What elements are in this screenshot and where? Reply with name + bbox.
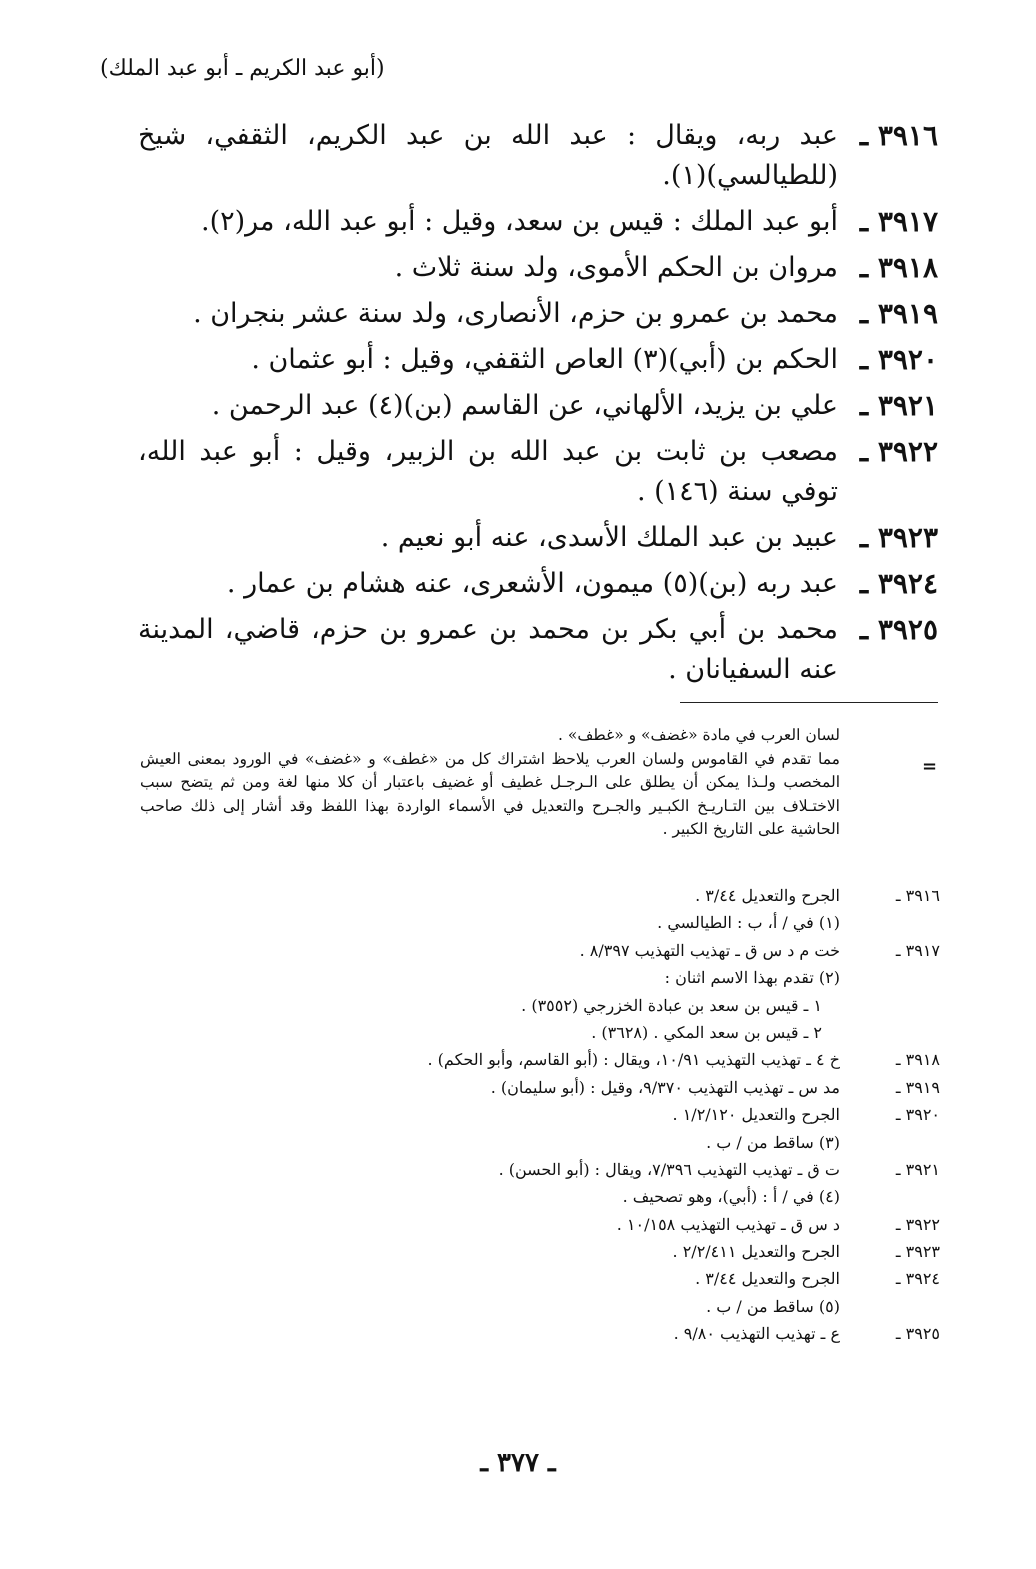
- biography-entry: [138, 610, 938, 690]
- footnote-list: [140, 882, 940, 1348]
- footnote-text: د س ق ـ تهذيب التهذيب ١٠/١٥٨ .: [616, 1214, 840, 1234]
- footnote-text: (٢) تقدم بهذا الاسم اثنان :: [664, 968, 840, 988]
- footnote-entry-number: [840, 992, 940, 1019]
- footnote-row: [140, 909, 940, 936]
- footnote-row: [140, 1101, 940, 1128]
- footnote-row: [140, 937, 940, 964]
- footnote-intro-paragraph: مما تقدم في القاموس ولسان العرب يلاحظ اشتراك كل من «غطف» و «غضف» في الورود بمعنى العيش المخصب ولـذا يمكن أن يطلق على الـرجـل غطيف أو غضيف باعتبار أن كلا منها لغة ومن ثم يتضح سبب الاختـلاف بين التـاريـخ الكبـير والجـرح والتعديل في الأسماء الواردة بهذا اللفظ وقد أشار إلى ذلك صاحب الحاشية على التاريخ الكبير .: [140, 749, 840, 838]
- footnote-entry-number: ٣٩٢٣ ـ: [895, 1242, 940, 1262]
- continuation-mark: =: [922, 756, 938, 777]
- entry-text: الحكم بن (أبي)(٣) العاص الثقفي، وقيل : أبو عثمان .: [251, 344, 838, 375]
- entry-text: محمد بن عمرو بن حزم، الأنصارى، ولد سنة عشر بنجران .: [193, 298, 838, 329]
- footnote-entry-number: ٣٩١٦ ـ: [895, 886, 940, 905]
- footnote-row: [140, 1293, 940, 1320]
- footnote-entry-number: ٣٩١٧ ـ: [895, 940, 940, 960]
- footnote-text: الجرح والتعديل ٣/٤٤ .: [695, 886, 840, 905]
- entry-number: ٣٩١٧ ـ: [859, 205, 938, 238]
- footnote-separator: [680, 702, 938, 703]
- footnote-intro-line: لسان العرب في مادة «غضف» و «غطف» .: [558, 726, 840, 744]
- footnote-entry-number: ٣٩١٩ ـ: [895, 1077, 940, 1097]
- footnote-text: ع ـ تهذيب التهذيب ٩/٨٠ .: [673, 1324, 840, 1344]
- entry-number: ٣٩٢٣ ـ: [859, 521, 938, 554]
- footnote-entry-number: ٣٩٢٠ ـ: [895, 1105, 940, 1125]
- biography-entry: [138, 432, 938, 512]
- entry-text: مروان بن الحكم الأموى، ولد سنة ثلاث .: [394, 252, 838, 283]
- footnote-text: (٣) ساقط من / ب .: [706, 1132, 840, 1152]
- entry-text: مصعب بن ثابت بن عبد الله بن الزبير، وقيل : أبو عبد الله، توفي سنة (١٤٦) .: [138, 436, 838, 507]
- biography-entry: [138, 564, 938, 604]
- footnote-intro: [140, 724, 840, 842]
- entry-text: أبو عبد الملك : قيس بن سعد، وقيل : أبو عبد الله، مر(٢).: [200, 206, 838, 237]
- footnote-row: [140, 1265, 940, 1292]
- entry-text: محمد بن أبي بكر بن محمد بن عمرو بن حزم، قاضي، المدينة عنه السفيانان .: [138, 614, 838, 685]
- entry-number: ٣٩٢٢ ـ: [859, 435, 938, 468]
- footnote-row: [140, 1156, 940, 1183]
- footnote-entry-number: [840, 1293, 940, 1320]
- footnote-row: [140, 1129, 940, 1156]
- entry-number: ٣٩١٨ ـ: [859, 251, 938, 284]
- biography-entry: [138, 386, 938, 426]
- footnote-text: ١ ـ قيس بن سعد بن عبادة الخزرجي (٣٥٥٢) .: [521, 995, 822, 1015]
- entry-text: عبيد بن عبد الملك الأسدى، عنه أبو نعيم .: [380, 522, 838, 553]
- footnote-entry-number: ٣٩٢٢ ـ: [895, 1214, 940, 1234]
- footnote-entry-number: [840, 1183, 940, 1210]
- footnote-text: الجرح والتعديل ١/٢/١٢٠ .: [672, 1105, 840, 1125]
- footnote-entry-number: ٣٩٢٥ ـ: [895, 1324, 940, 1344]
- biography-entry: [138, 248, 938, 288]
- biography-entry: [138, 202, 938, 242]
- footnote-entry-number: [840, 964, 940, 991]
- footnote-entry-number: [840, 909, 940, 936]
- footnote-entry-number: [840, 1129, 940, 1156]
- entry-number: ٣٩٢٠ ـ: [859, 343, 938, 376]
- biography-entry: [138, 340, 938, 380]
- footnote-row: [140, 992, 940, 1019]
- footnote-entry-number: ٣٩٢١ ـ: [895, 1159, 940, 1179]
- footnote-text: (١) في / أ، ب : الطيالسي .: [657, 913, 840, 933]
- entry-text: عبد ربه، ويقال : عبد الله بن عبد الكريم، الثقفي، شيخ (للطيالسي)(١).: [138, 120, 838, 191]
- footnote-text: (٤) في / أ : (أبي)، وهو تصحيف .: [622, 1187, 840, 1207]
- biography-entry: [138, 294, 938, 334]
- footnote-row: [140, 964, 940, 991]
- entry-text: عبد ربه (بن)(٥) ميمون، الأشعرى، عنه هشام بن عمار .: [226, 568, 838, 599]
- biography-entry: [138, 116, 938, 196]
- footnote-row: [140, 1019, 940, 1046]
- footnote-entry-number: ٣٩٢٤ ـ: [895, 1269, 940, 1289]
- footnote-entry-number: [840, 1019, 940, 1046]
- entry-number: ٣٩١٦ ـ: [859, 119, 938, 152]
- footnote-text: ت ق ـ تهذيب التهذيب ٧/٣٩٦، ويقال : (أبو الحسن) .: [498, 1159, 840, 1179]
- footnote-row: [140, 1211, 940, 1238]
- entry-number: ٣٩٢١ ـ: [859, 389, 938, 422]
- footnote-text: مد س ـ تهذيب التهذيب ٩/٣٧٠، وقيل : (أبو سليمان) .: [490, 1077, 840, 1097]
- footnote-row: [140, 1238, 940, 1265]
- running-title: (أبو عبد الكريم ـ أبو عبد الملك): [100, 56, 385, 81]
- page-number: ـ ٣٧٧ ـ: [480, 1448, 556, 1478]
- footnote-row: [140, 1320, 940, 1347]
- entry-number: ٣٩٢٥ ـ: [859, 613, 938, 646]
- footnote-text: (٥) ساقط من / ب .: [706, 1296, 840, 1316]
- entry-list: [138, 116, 938, 696]
- biography-entry: [138, 518, 938, 558]
- footnote-row: [140, 1183, 940, 1210]
- footnote-row: [140, 1074, 940, 1101]
- footnote-text: خت م د س ق ـ تهذيب التهذيب ٨/٣٩٧ .: [579, 940, 840, 960]
- entry-number: ٣٩١٩ ـ: [859, 297, 938, 330]
- entry-number: ٣٩٢٤ ـ: [859, 567, 938, 600]
- footnote-text: خ ٤ ـ تهذيب التهذيب ١٠/٩١، ويقال : (أبو القاسم، وأبو الحكم) .: [427, 1050, 840, 1070]
- footnote-row: [140, 882, 940, 909]
- entry-text: علي بن يزيد، الألهاني، عن القاسم (بن)(٤) عبد الرحمن .: [211, 390, 838, 421]
- footnote-text: ٢ ـ قيس بن سعد المكي . (٣٦٢٨) .: [591, 1022, 822, 1042]
- footnote-text: الجرح والتعديل ٣/٤٤ .: [695, 1269, 840, 1289]
- footnote-row: [140, 1046, 940, 1073]
- footnote-entry-number: ٣٩١٨ ـ: [895, 1050, 940, 1070]
- footnote-text: الجرح والتعديل ٢/٢/٤١١ .: [672, 1242, 840, 1262]
